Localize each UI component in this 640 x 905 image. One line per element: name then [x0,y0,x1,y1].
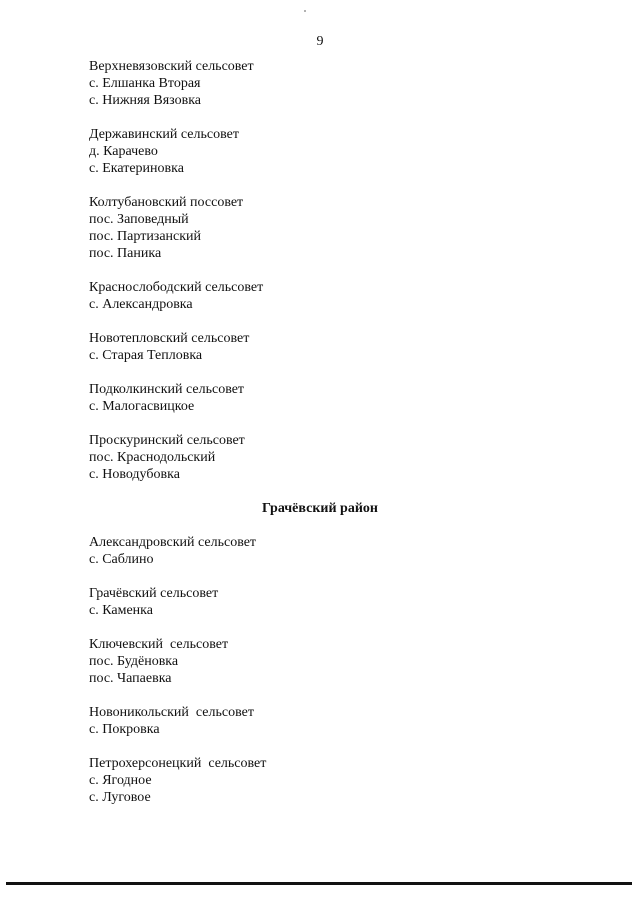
council-name: Краснослободский сельсовет [89,280,264,295]
settlement-name: с. Малогасвицкое [89,399,195,414]
settlement-name: пос. Будёновка [89,654,179,669]
council-name: Александровский сельсовет [89,535,257,550]
document-body [89,58,559,823]
settlement-name: д. Карачево [89,144,158,159]
council-block [89,534,559,568]
bottom-rule [6,882,632,885]
council-block [89,755,559,806]
settlement-name: пос. Краснодольский [89,450,216,465]
settlement-name: с. Каменка [89,603,153,618]
council-name: Новотепловский сельсовет [89,331,250,346]
council-name: Колтубановский поссовет [89,195,244,210]
council-block [89,704,559,738]
council-block [89,381,559,415]
settlement-name: пос. Партизанский [89,229,202,244]
council-block [89,126,559,177]
settlement-name: с. Екатериновка [89,161,184,176]
council-name: Ключевский сельсовет [89,637,229,652]
council-name: Державинский сельсовет [89,127,239,142]
council-name: Новоникольский сельсовет [89,705,254,720]
settlement-name: с. Покровка [89,722,160,737]
council-name: Верхневязовский сельсовет [89,59,254,74]
settlement-name: с. Александровка [89,297,193,312]
settlement-name: пос. Паника [89,246,162,261]
council-block [89,432,559,483]
council-block [89,330,559,364]
settlement-name: с. Новодубовка [89,467,180,482]
council-block [89,636,559,687]
council-name: Петрохерсонецкий сельсовет [89,756,267,771]
council-block [89,279,559,313]
council-name: Грачёвский сельсовет [89,586,219,601]
page-number: 9 [316,34,324,49]
council-name: Подколкинский сельсовет [89,382,245,397]
settlement-name: с. Ягодное [89,773,152,788]
settlement-name: с. Старая Тепловка [89,348,203,363]
settlement-name: пос. Заповедный [89,212,189,227]
settlement-name: с. Елшанка Вторая [89,76,201,91]
scan-speck [304,10,306,12]
district-heading: Грачёвский район [262,501,378,516]
settlement-name: с. Нижняя Вязовка [89,93,201,108]
council-block [89,585,559,619]
district-heading-row [89,500,551,517]
settlement-name: с. Луговое [89,790,151,805]
council-block [89,58,559,109]
settlement-name: пос. Чапаевка [89,671,172,686]
council-block [89,194,559,262]
council-name: Проскуринский сельсовет [89,433,245,448]
settlement-name: с. Саблино [89,552,154,567]
